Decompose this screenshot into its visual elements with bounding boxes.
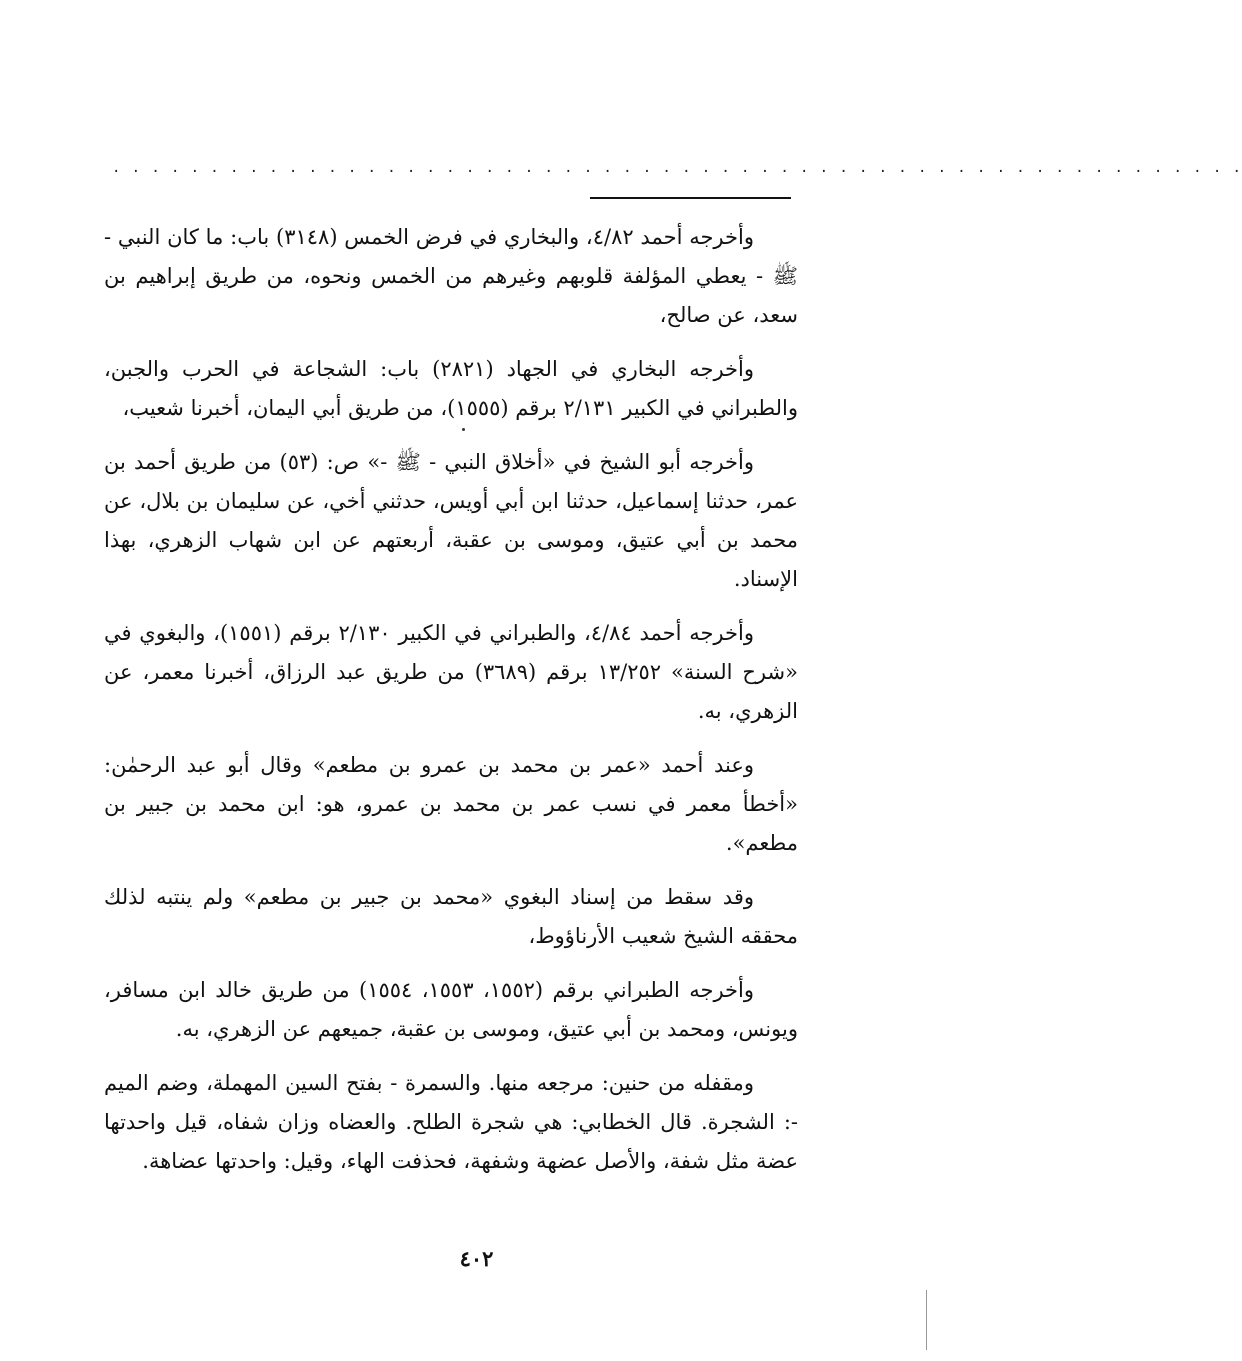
paragraph-2: وأخرجه البخاري في الجهاد (٢٨٢١) باب: الشجاعة في الحرب والجبن، والطبراني في الكبير ٢/١٣١ برقم (١٥٥٥)، من طريق أبي اليمان، أخبرنا شعيب،	[104, 357, 798, 420]
paragraph-7: وأخرجه الطبراني برقم (١٥٥٢، ١٥٥٣، ١٥٥٤) من طريق خالد ابن مسافر، ويونس، ومحمد بن أبي عتيق، وموسى بن عقبة، جميعهم عن الزهري، به.	[104, 978, 798, 1041]
scan-artifact-line	[926, 1290, 927, 1350]
page-number: ٤٠٢	[459, 1246, 494, 1271]
dotted-separator: . . . . . . . . . . . . . . . . . . . . . . . . . . . . . . . . . . . . . . . . . . . . . . . . . . . . . . . . . .	[112, 160, 1242, 176]
scan-artifact-dot	[462, 428, 465, 431]
paragraph-5: وعند أحمد «عمر بن محمد بن عمرو بن مطعم» وقال أبو عبد الرحمٰن: «أخطأ معمر في نسب عمر بن محمد بن عمرو، هو: ابن محمد بن جبير بن مطعم».	[104, 753, 798, 855]
paragraph-1: وأخرجه أحمد ٤/٨٢، والبخاري في فرض الخمس (٣١٤٨) باب: ما كان النبي - ﷺ - يعطي المؤلفة قلوبهم وغيرهم من الخمس ونحوه، من طريق إبراهيم بن سعد، عن صالح،	[104, 225, 798, 327]
paragraph-4: وأخرجه أحمد ٤/٨٤، والطبراني في الكبير ٢/١٣٠ برقم (١٥٥١)، والبغوي في «شرح السنة» ١٣/٢٥٢ برقم (٣٦٨٩) من طريق عبد الرزاق، أخبرنا معمر، عن الزهري، به.	[104, 621, 798, 723]
footnote-rule	[590, 197, 791, 199]
paragraph-8: ومقفله من حنين: مرجعه منها. والسمرة - بفتح السين المهملة، وضم الميم -: الشجرة. قال الخطابي: هي شجرة الطلح. والعضاه وزان شفاه، قيل واحدتها عضة مثل شفة، والأصل عضهة وشفهة، فحذفت الهاء، وقيل: واحدتها عضاهة.	[104, 1071, 798, 1173]
paragraph-3: وأخرجه أبو الشيخ في «أخلاق النبي - ﷺ -» ص: (٥٣) من طريق أحمد بن عمر، حدثنا إسماعيل، حدثنا ابن أبي أويس، حدثني أخي، عن سليمان بن بلال، عن محمد بن أبي عتيق، وموسى بن عقبة، أربعتهم عن ابن شهاب الزهري، بهذا الإسناد.	[104, 450, 798, 591]
paragraph-6: وقد سقط من إسناد البغوي «محمد بن جبير بن مطعم» ولم ينتبه لذلك محققه الشيخ شعيب الأرناؤوط،	[104, 885, 798, 948]
footnote-text	[104, 218, 798, 1196]
